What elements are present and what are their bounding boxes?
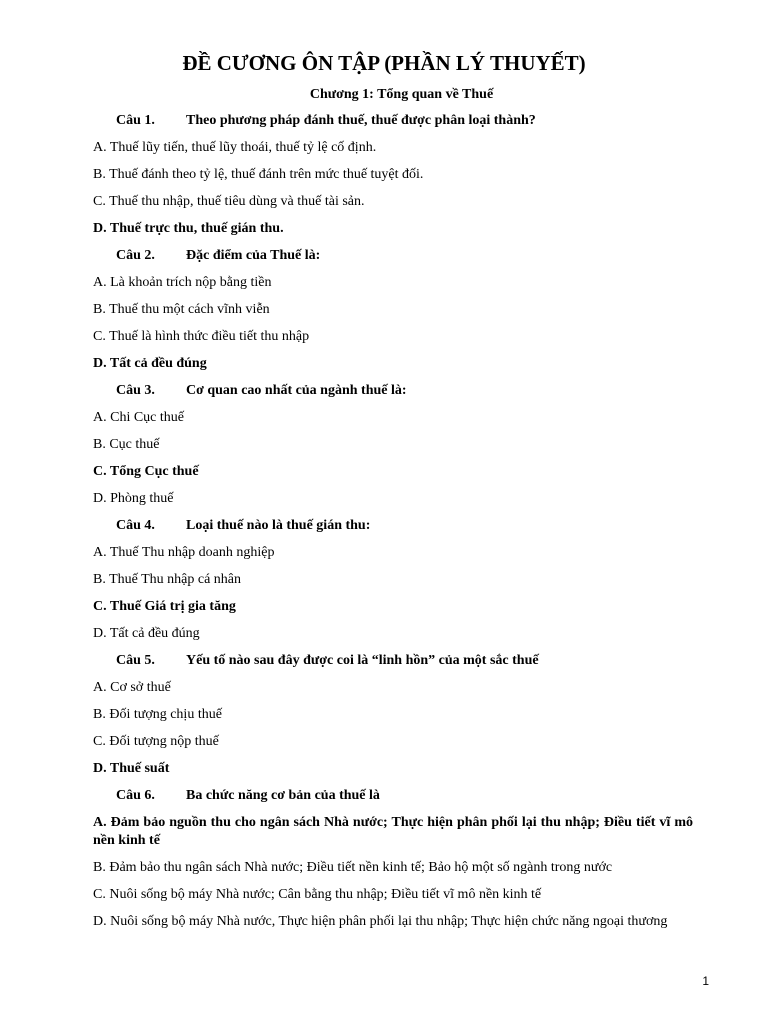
question-block — [93, 112, 693, 238]
answer-option-correct: A. Đảm bảo nguồn thu cho ngân sách Nhà nước; Thực hiện phân phối lại thu nhập; Điều tiết vĩ mô nền kinh tế — [93, 815, 693, 848]
answer-option: B. Thuế đánh theo tỷ lệ, thuế đánh trên mức thuế tuyệt đối. — [93, 167, 424, 182]
answer-option: B. Cục thuế — [93, 437, 160, 452]
answer-option: B. Thuế thu một cách vĩnh viễn — [93, 302, 270, 317]
question-number: Câu 6. — [116, 788, 155, 803]
answer-option: A. Thuế Thu nhập doanh nghiệp — [93, 545, 275, 560]
question-block — [93, 382, 693, 508]
question-block — [93, 247, 693, 373]
question-text: Yếu tố nào sau đây được coi là “linh hồn” của một sắc thuế — [186, 653, 539, 668]
page-number: 1 — [702, 974, 709, 988]
answer-option: D. Tất cả đều đúng — [93, 626, 200, 641]
answer-option: C. Thuế thu nhập, thuế tiêu dùng và thuế tài sản. — [93, 194, 365, 209]
answer-option: A. Cơ sở thuế — [93, 680, 171, 695]
answer-option-correct: C. Tổng Cục thuế — [93, 464, 199, 479]
question-block — [93, 517, 693, 643]
question-text: Theo phương pháp đánh thuế, thuế được phân loại thành? — [186, 113, 536, 128]
question-list — [93, 112, 693, 940]
chapter-heading: Chương 1: Tổng quan về Thuế — [309, 87, 494, 102]
question-text: Cơ quan cao nhất của ngành thuế là: — [186, 383, 407, 398]
answer-option: B. Thuế Thu nhập cá nhân — [93, 572, 242, 587]
answer-option: C. Nuôi sống bộ máy Nhà nước; Cân bằng thu nhập; Điều tiết vĩ mô nền kinh tế — [93, 887, 542, 902]
answer-option: B. Đối tượng chịu thuế — [93, 707, 222, 722]
answer-option-correct: D. Thuế suất — [93, 761, 170, 776]
answer-option: A. Là khoản trích nộp bằng tiền — [93, 275, 272, 290]
question-heading — [93, 787, 693, 805]
document-title: ĐỀ CƯƠNG ÔN TẬP (PHẦN LÝ THUYẾT) — [182, 51, 586, 75]
question-heading — [93, 112, 693, 130]
question-heading — [93, 652, 693, 670]
question-block — [93, 787, 693, 931]
question-number: Câu 2. — [116, 248, 155, 263]
question-text: Loại thuế nào là thuế gián thu: — [186, 518, 371, 533]
answer-option-correct: D. Tất cả đều đúng — [93, 356, 207, 371]
question-heading — [93, 517, 693, 535]
question-number: Câu 3. — [116, 383, 155, 398]
question-text: Ba chức năng cơ bản của thuế là — [186, 788, 380, 803]
answer-option: A. Thuế lũy tiến, thuế lũy thoái, thuế tỷ lệ cố định. — [93, 140, 377, 155]
answer-option: D. Phòng thuế — [93, 491, 174, 506]
question-block — [93, 652, 693, 778]
answer-option: B. Đảm bảo thu ngân sách Nhà nước; Điều tiết nền kinh tế; Bảo hộ một số ngành trong nước — [93, 860, 613, 875]
question-heading — [93, 382, 693, 400]
answer-option: A. Chi Cục thuế — [93, 410, 184, 425]
question-heading — [93, 247, 693, 265]
question-number: Câu 1. — [116, 113, 155, 128]
question-number: Câu 5. — [116, 653, 155, 668]
answer-option: C. Đối tượng nộp thuế — [93, 734, 219, 749]
answer-option: D. Nuôi sống bộ máy Nhà nước, Thực hiện phân phối lại thu nhập; Thực hiện chức năng ngoại thương — [93, 914, 668, 929]
answer-option: C. Thuế là hình thức điều tiết thu nhập — [93, 329, 310, 344]
answer-option-correct: D. Thuế trực thu, thuế gián thu. — [93, 221, 284, 236]
answer-option-correct: C. Thuế Giá trị gia tăng — [93, 599, 236, 614]
question-number: Câu 4. — [116, 518, 155, 533]
question-text: Đặc điểm của Thuế là: — [186, 248, 321, 263]
